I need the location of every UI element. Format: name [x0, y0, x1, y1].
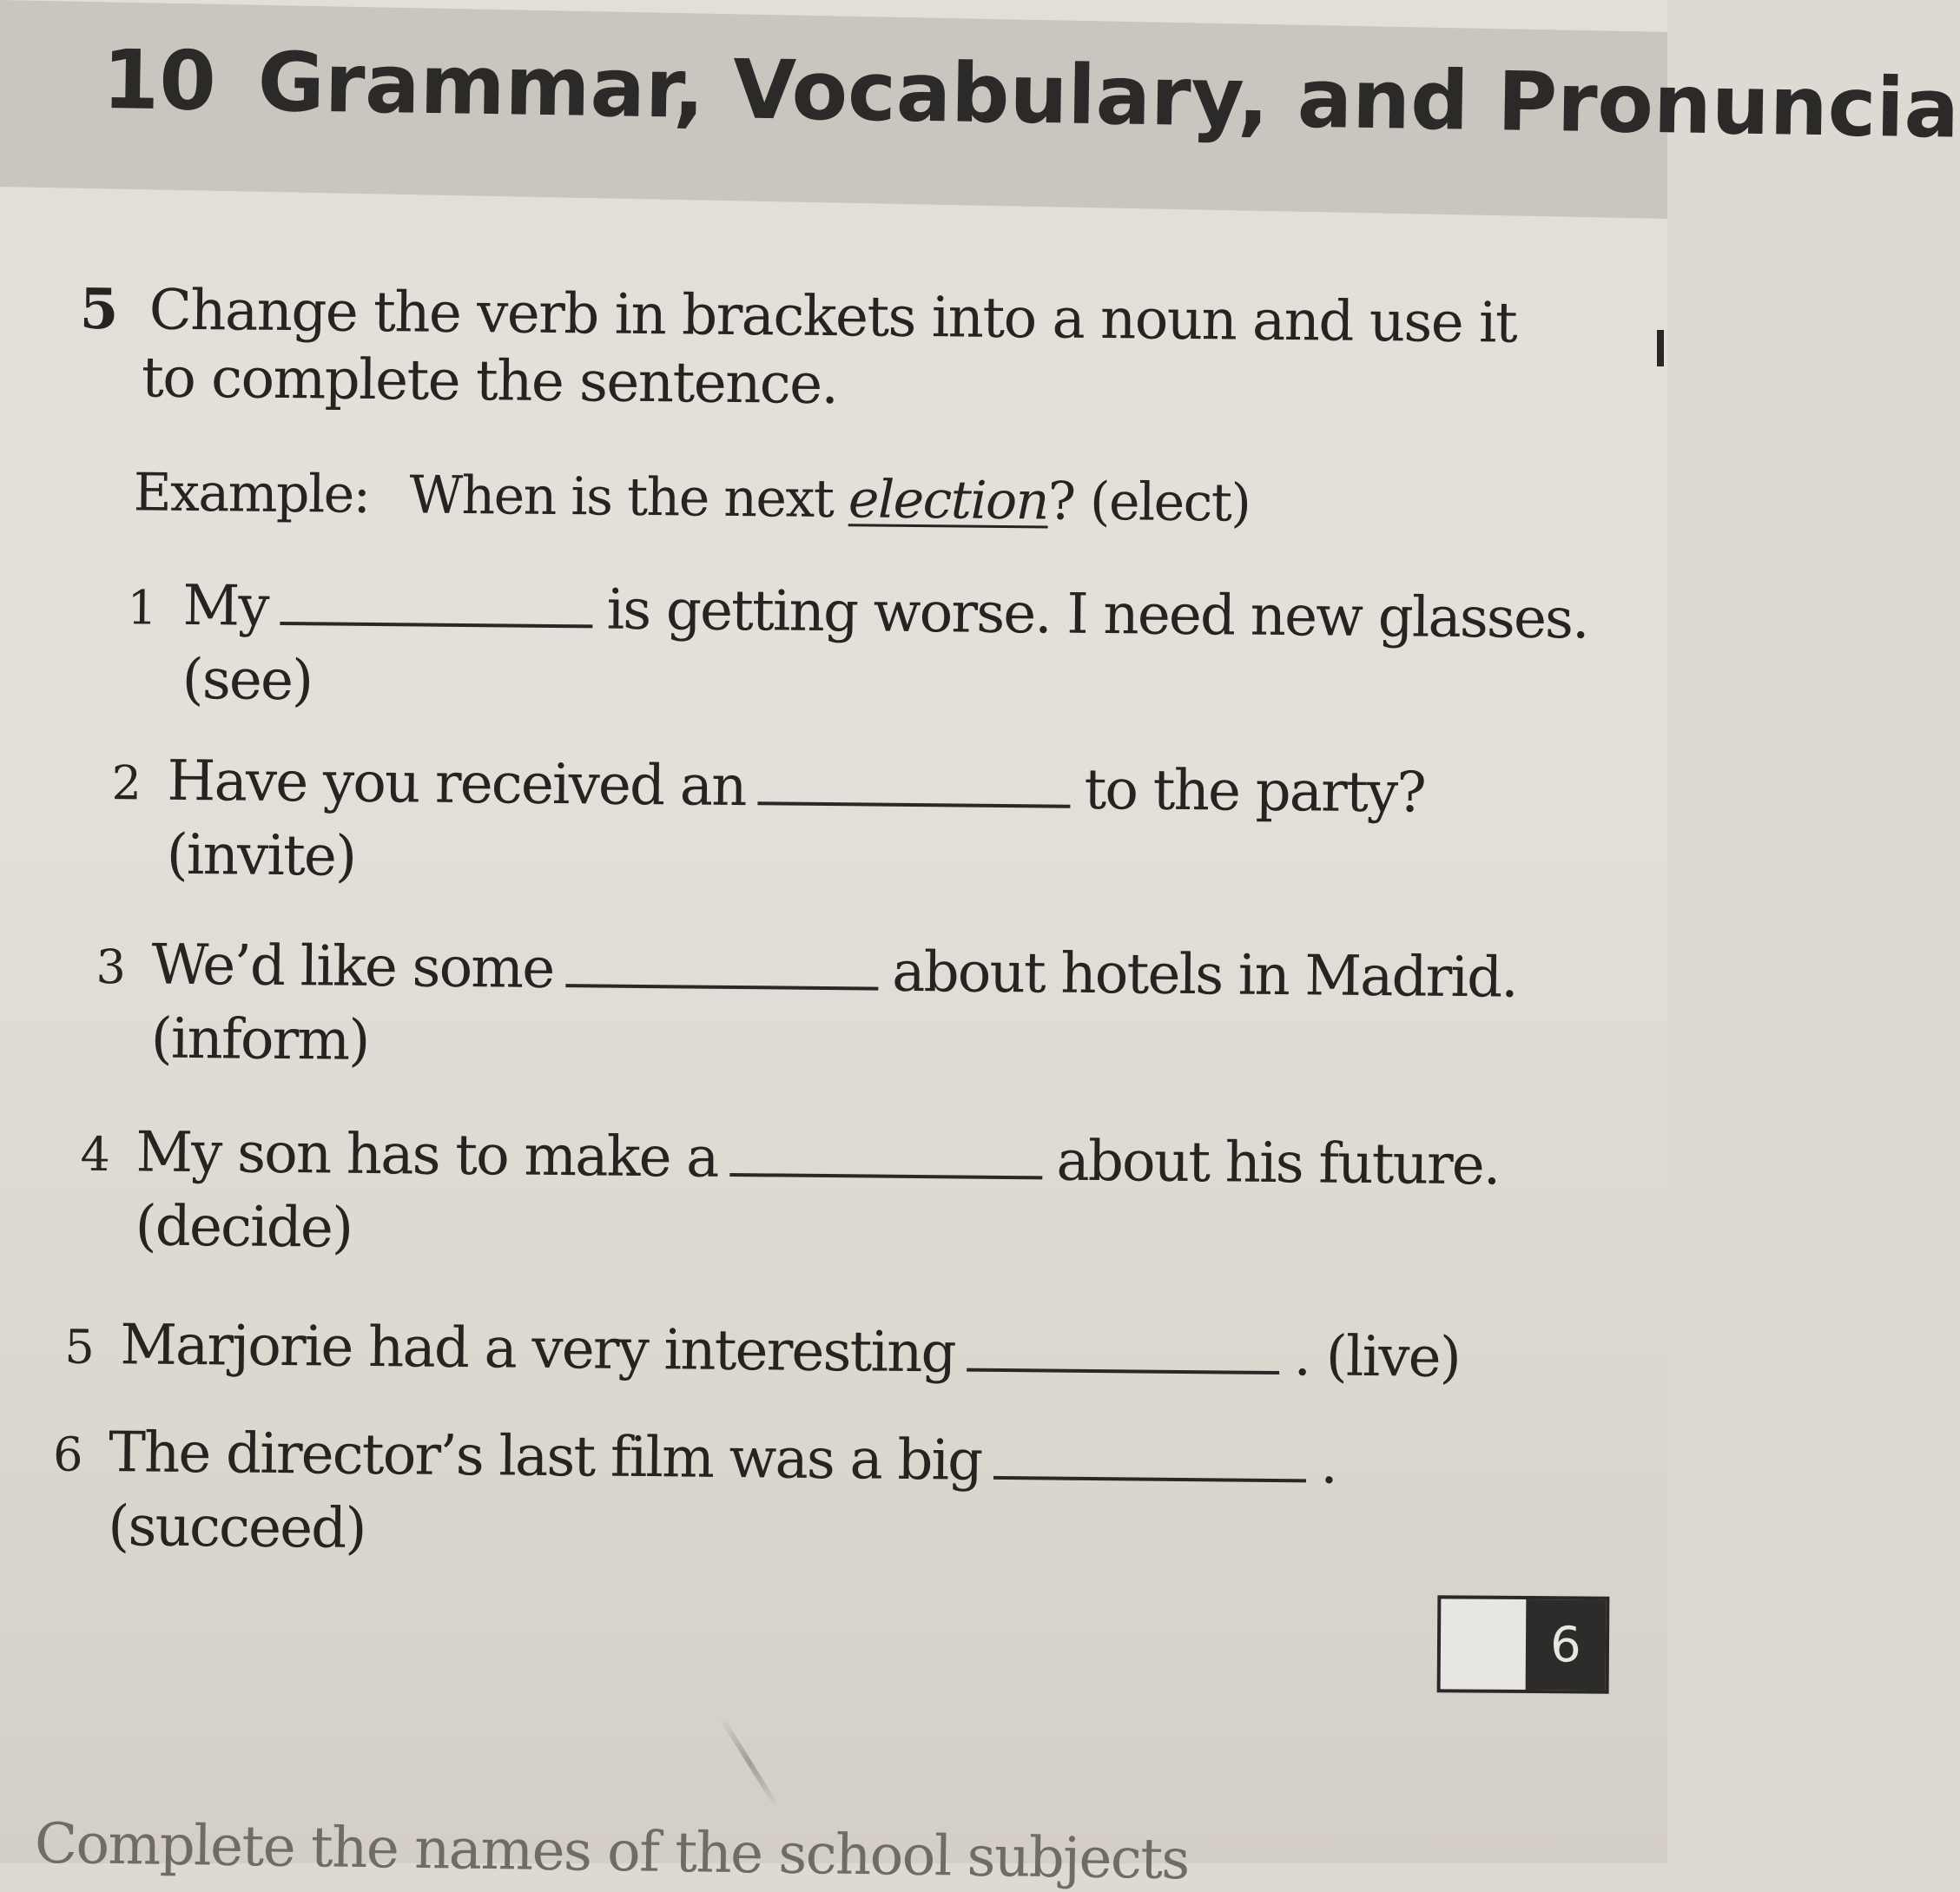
verb-hint: (succeed): [108, 1494, 366, 1561]
question-number: 5: [64, 1319, 94, 1375]
answer-blank[interactable]: [967, 1368, 1280, 1375]
answer-blank[interactable]: [993, 1476, 1306, 1482]
question-number: 1: [127, 580, 156, 636]
question-number: 2: [111, 755, 141, 811]
question-number: 3: [96, 939, 125, 995]
question-item-1: [126, 570, 1588, 728]
unit-title: Grammar, Vocabulary, and Pronuncia: [256, 35, 1960, 157]
verb-hint: (inform): [150, 1006, 369, 1073]
question-number: 4: [80, 1126, 109, 1183]
question-item-3: [95, 929, 1517, 1088]
verb-hint: (invite): [166, 822, 356, 889]
question-text-before: Have you received an: [167, 748, 746, 820]
question-text-after: . (live): [1293, 1324, 1461, 1391]
exercise-number: 5: [79, 276, 118, 343]
question-item-2: [110, 745, 1425, 903]
question-text-before: My: [182, 573, 269, 639]
exercise-instruction: [79, 276, 1556, 425]
question-item-4: [79, 1117, 1500, 1276]
question-item-5: [64, 1309, 1460, 1396]
answer-blank[interactable]: [565, 984, 878, 990]
question-text-after: to the party?: [1084, 757, 1426, 826]
example-text-before: When is the next: [409, 465, 849, 531]
example-label: Example:: [133, 462, 370, 525]
example-text-after: ? (elect): [1047, 471, 1251, 534]
instruction-line-2: to complete the sentence.: [141, 346, 838, 418]
example-answer: election: [848, 469, 1049, 532]
verb-hint: (decide): [135, 1194, 353, 1261]
question-item-6: [52, 1416, 1336, 1573]
question-text-before: Marjorie had a very interesting: [120, 1313, 956, 1386]
score-box: [1437, 1595, 1610, 1693]
score-total: 6: [1526, 1599, 1607, 1691]
question-number: 6: [52, 1427, 82, 1482]
question-text-after: about his future.: [1056, 1129, 1500, 1198]
question-text-before: The director’s last film was a big: [108, 1421, 982, 1493]
example-sentence: [133, 462, 1250, 533]
question-text-before: We’d like some: [151, 933, 554, 1002]
question-text-before: My son has to make a: [135, 1120, 718, 1190]
unit-number: 10: [102, 33, 217, 130]
question-text-after: about hotels in Madrid.: [891, 939, 1518, 1011]
question-text-after: .: [1320, 1432, 1337, 1497]
answer-blank[interactable]: [729, 1173, 1042, 1179]
score-entry[interactable]: [1441, 1599, 1527, 1690]
verb-hint: (see): [181, 647, 313, 714]
question-text-after: is getting worse. I need new glasses.: [606, 577, 1589, 652]
answer-blank[interactable]: [280, 622, 592, 628]
answer-blank[interactable]: [757, 801, 1070, 808]
next-exercise-partial: Complete the names of the school subjects: [34, 1811, 1190, 1892]
instruction-line-1: Change the verb in brackets into a noun and use it: [148, 278, 1517, 356]
